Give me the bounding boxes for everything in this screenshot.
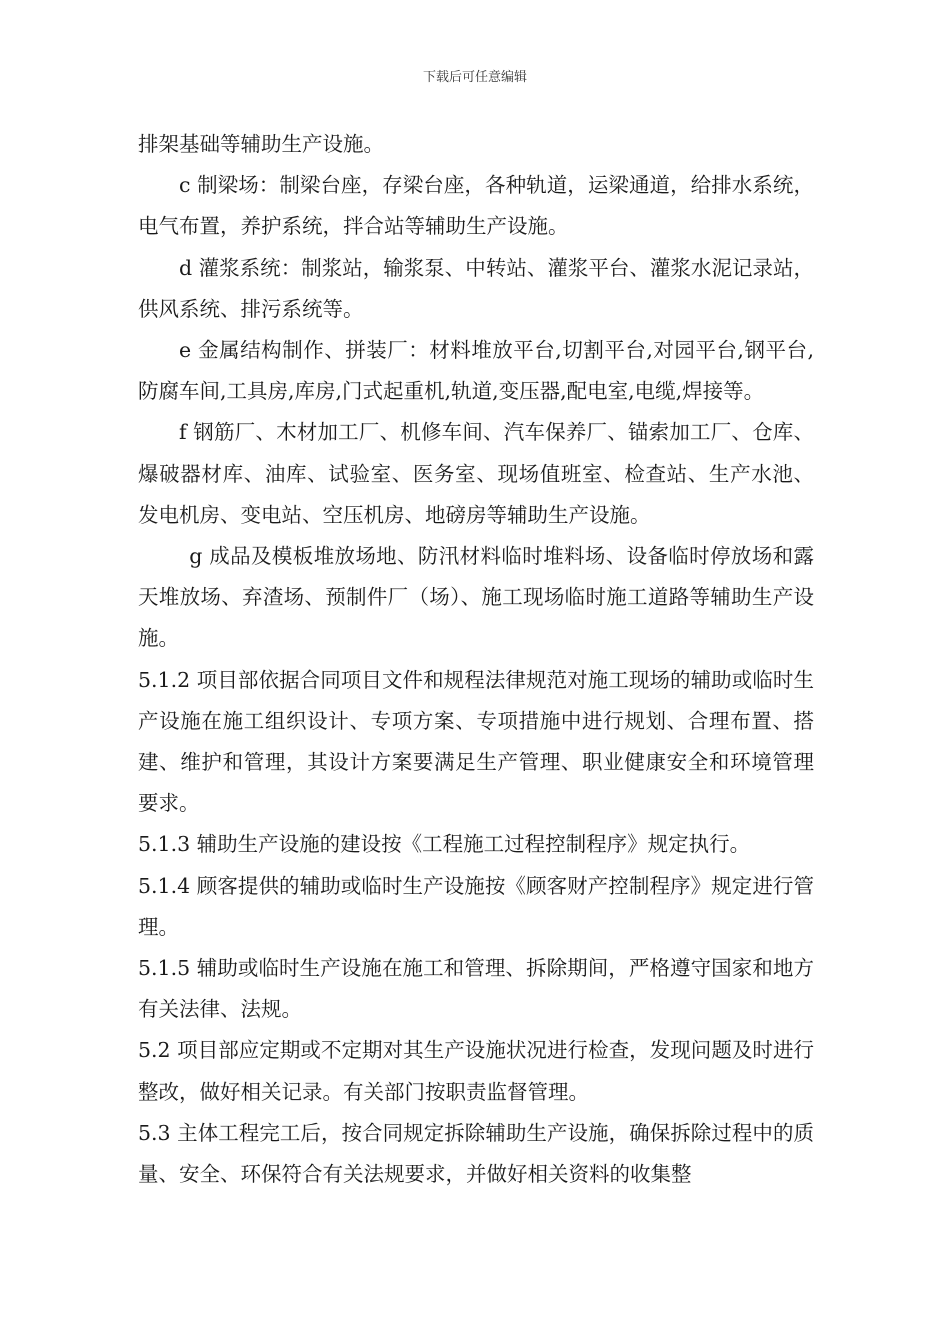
paragraph-item-d: d 灌浆系统：制浆站，输浆泵、中转站、灌浆平台、灌浆水泥记录站，供风系统、排污系统等。 [138, 255, 814, 321]
paragraph-continuation: 排架基础等辅助生产设施。 [138, 132, 384, 156]
paragraph-5-3: 5.3 主体工程完工后，按合同规定拆除辅助生产设施，确保拆除过程中的质量、安全、环保符合有关法规要求，并做好相关资料的收集整 [138, 1120, 814, 1187]
paragraph-5-1-2: 5.1.2 项目部依据合同项目文件和规程法律规范对施工现场的辅助或临时生产设施在施工组织设计、专项方案、专项措施中进行规划、合理布置、搭建、维护和管理，其设计方案要满足生产管理、职业健康安全和环境管理要求。 [138, 667, 814, 816]
document-body [138, 124, 814, 1195]
page-header: 下载后可任意编辑 [422, 70, 527, 85]
paragraph-item-f: f 钢筋厂、木材加工厂、机修车间、汽车保养厂、锚索加工厂、仓库、爆破器材库、油库、试验室、医务室、现场值班室、检查站、生产水池、发电机房、变电站、空压机房、地磅房等辅助生产设施。 [138, 420, 814, 527]
paragraph-5-1-4: 5.1.4 顾客提供的辅助或临时生产设施按《顾客财产控制程序》规定进行管理。 [138, 873, 814, 939]
paragraph-item-c: c 制梁场：制梁台座，存梁台座，各种轨道，运梁通道，给排水系统，电气布置，养护系统，拌合站等辅助生产设施。 [138, 173, 814, 239]
paragraph-item-g: g 成品及模板堆放场地、防汛材料临时堆料场、设备临时停放场和露天堆放场、弃渣场、预制件厂（场）、施工现场临时施工道路等辅助生产设施。 [138, 544, 814, 651]
paragraph-5-2: 5.2 项目部应定期或不定期对其生产设施状况进行检查，发现问题及时进行整改，做好相关记录。有关部门按职责监督管理。 [138, 1038, 814, 1104]
paragraph-item-e: e 金属结构制作、拼装厂：材料堆放平台,切割平台,对园平台,钢平台,防腐车间,工具房,库房,门式起重机,轨道,变压器,配电室,电缆,焊接等。 [138, 338, 814, 404]
paragraph-5-1-3: 5.1.3 辅助生产设施的建设按《工程施工过程控制程序》规定执行。 [138, 832, 751, 857]
paragraph-5-1-5: 5.1.5 辅助或临时生产设施在施工和管理、拆除期间，严格遵守国家和地方有关法律、法规。 [138, 956, 814, 1022]
